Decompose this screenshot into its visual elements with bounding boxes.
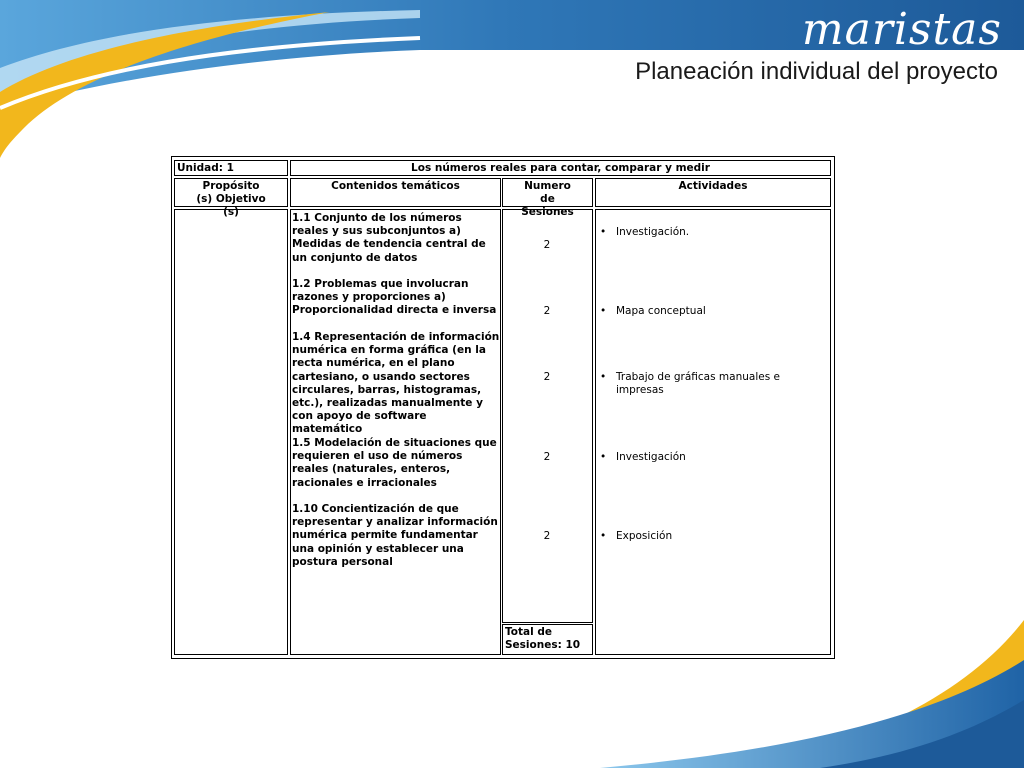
unidad-label-cell (174, 160, 288, 176)
header-sesiones (502, 178, 593, 219)
header-contenidos (290, 178, 501, 207)
activity-item-2 (600, 305, 816, 318)
bullet-icon: • (600, 451, 607, 463)
bullet-icon: • (600, 371, 607, 383)
content-item-1: 1.1 Conjunto de los números reales y sus subconjuntos a) Medidas de tendencia central de un conjunto de datos (292, 212, 486, 264)
sessions-item-2: 2 (543, 305, 551, 317)
header-actividades-text: Actividades (678, 180, 748, 192)
sessions-item-4: 2 (543, 451, 551, 463)
bullet-icon: • (600, 530, 607, 542)
activity-text-4: Investigación (616, 451, 686, 463)
content-item-3: 1.4 Representación de información numérica en forma gráfica (en la recta numérica, en el plano cartesiano, o usando sectores circulares, barras, histogramas, etc.), realizadas manualmente y con apoyo de software matemático (292, 331, 500, 436)
activity-text-1: Investigación. (616, 226, 690, 238)
header-proposito (174, 178, 288, 219)
unidad-title-cell (290, 160, 831, 176)
content-item-4: 1.5 Modelación de situaciones que requieren el uso de números reales (naturales, enteros, racionales e irracionales (292, 437, 497, 489)
header-sesiones-text: Numero de Sesiones (521, 180, 574, 219)
content-item-5: 1.10 Concientización de que representar y analizar información numérica permite fundamentar una opinión y establecer una postura personal (292, 503, 498, 568)
sessions-item-1: 2 (543, 239, 551, 251)
header-contenidos-text: Contenidos temáticos (331, 180, 460, 192)
activity-item-5 (600, 530, 816, 543)
actividades-body-cell (595, 209, 831, 655)
activity-text-5: Exposición (616, 530, 673, 542)
sesiones-body-cell (502, 209, 593, 623)
sessions-item-5: 2 (543, 530, 551, 542)
sessions-item-3: 2 (543, 371, 551, 383)
content-item-2: 1.2 Problemas que involucran razones y proporciones a) Proporcionalidad directa e inversa (292, 278, 497, 317)
bullet-icon: • (600, 305, 607, 317)
total-sessions-cell (502, 624, 593, 655)
header-proposito-text: Propósito (s) Objetivo (s) (196, 180, 266, 219)
total-sessions: Total de Sesiones: 10 (505, 626, 581, 652)
unidad-label: Unidad: 1 (177, 162, 234, 174)
activity-text-2: Mapa conceptual (616, 305, 706, 317)
activity-item-1 (600, 226, 816, 239)
activity-text-3: Trabajo de gráficas manuales e impresas (616, 371, 780, 397)
maristas-logo: maristas (801, 4, 1002, 55)
unidad-title: Los números reales para contar, comparar y medir (411, 162, 710, 174)
page-title: Planeación individual del proyecto (635, 58, 998, 85)
activity-item-3 (600, 371, 816, 397)
proposito-body-cell (174, 209, 288, 655)
activity-item-4 (600, 451, 816, 464)
bullet-icon: • (600, 226, 607, 238)
header-actividades (595, 178, 831, 207)
